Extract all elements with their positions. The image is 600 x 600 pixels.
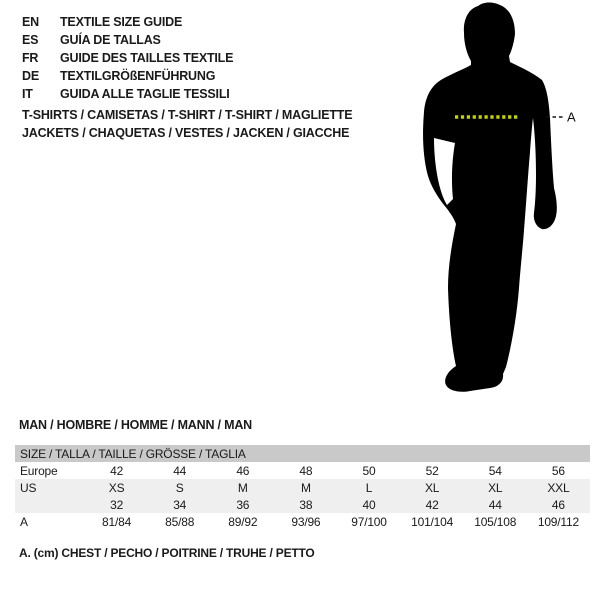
size-cell: 52 (425, 463, 439, 478)
category-line-tshirts: T-SHIRTS / CAMISETAS / T-SHIRT / T-SHIRT / MAGLIETTE (22, 108, 353, 122)
size-cell: 56 (551, 463, 565, 478)
size-cell: 34 (148, 496, 211, 513)
size-cell: L (337, 479, 400, 496)
size-cell: XL (401, 479, 464, 496)
size-cell: 46 (236, 463, 250, 478)
size-cell: 42 (110, 463, 124, 478)
man-silhouette (423, 2, 557, 391)
language-label: GUÍA DE TALLAS (60, 33, 161, 47)
size-cell: 42 (401, 496, 464, 513)
size-cell: 81/84 (102, 514, 132, 529)
size-cell: 44 (173, 463, 187, 478)
size-cell: 105/108 (474, 514, 517, 529)
size-cell: 85/88 (165, 514, 195, 529)
table-row-us (15, 479, 590, 496)
row-label: US (15, 479, 85, 496)
language-list (22, 13, 233, 103)
table-row-europe (15, 462, 590, 479)
body-measurement-figure (420, 0, 590, 395)
size-cell: XL (464, 479, 527, 496)
size-cell: M (274, 479, 337, 496)
language-code: DE (22, 69, 39, 83)
language-label: TEXTILGRÖßENFÜHRUNG (60, 69, 216, 83)
size-cell: 40 (337, 496, 400, 513)
row-label (15, 496, 85, 513)
size-cell: 36 (211, 496, 274, 513)
size-cell: 89/92 (228, 514, 258, 529)
size-cell: 44 (464, 496, 527, 513)
row-label: Europe (20, 463, 58, 478)
language-label: TEXTILE SIZE GUIDE (60, 15, 183, 29)
row-label: A (20, 514, 28, 529)
table-row-uk (15, 496, 590, 513)
size-table (15, 445, 590, 530)
table-row-a-chest (15, 513, 590, 530)
size-cell: 46 (527, 496, 590, 513)
size-cell: 50 (362, 463, 376, 478)
measure-label-a: A (567, 109, 576, 125)
language-row (22, 31, 233, 49)
language-code: ES (22, 33, 39, 47)
size-cell: XS (85, 479, 148, 496)
language-row (22, 67, 233, 85)
language-code: EN (22, 15, 39, 29)
language-label: GUIDE DES TAILLES TEXTILE (60, 51, 234, 65)
size-cell: 38 (274, 496, 337, 513)
language-code: IT (22, 87, 33, 101)
category-line-jackets: JACKETS / CHAQUETAS / VESTES / JACKEN / GIACCHE (22, 126, 350, 140)
language-row (22, 85, 233, 103)
size-cell: 48 (299, 463, 313, 478)
size-cell: M (211, 479, 274, 496)
language-row (22, 13, 233, 31)
size-cell: 32 (85, 496, 148, 513)
section-heading-man: MAN / HOMBRE / HOMME / MANN / MAN (19, 418, 252, 432)
size-cell: 109/112 (537, 514, 579, 529)
size-cell: 93/96 (291, 514, 321, 529)
measurement-footnote: A. (cm) CHEST / PECHO / POITRINE / TRUHE / PETTO (19, 546, 315, 560)
language-code: FR (22, 51, 39, 65)
size-cell: S (148, 479, 211, 496)
size-cell: 101/104 (411, 514, 454, 529)
size-cell: 54 (488, 463, 502, 478)
language-row (22, 49, 233, 67)
man-figure-svg (420, 0, 590, 395)
size-table-header-row (15, 445, 590, 462)
language-label: GUIDA ALLE TAGLIE TESSILI (60, 87, 230, 101)
garment-categories (22, 106, 352, 142)
size-cell: 97/100 (351, 514, 387, 529)
size-cell: XXL (527, 479, 590, 496)
size-table-header: SIZE / TALLA / TAILLE / GRÖSSE / TAGLIA (15, 445, 590, 462)
